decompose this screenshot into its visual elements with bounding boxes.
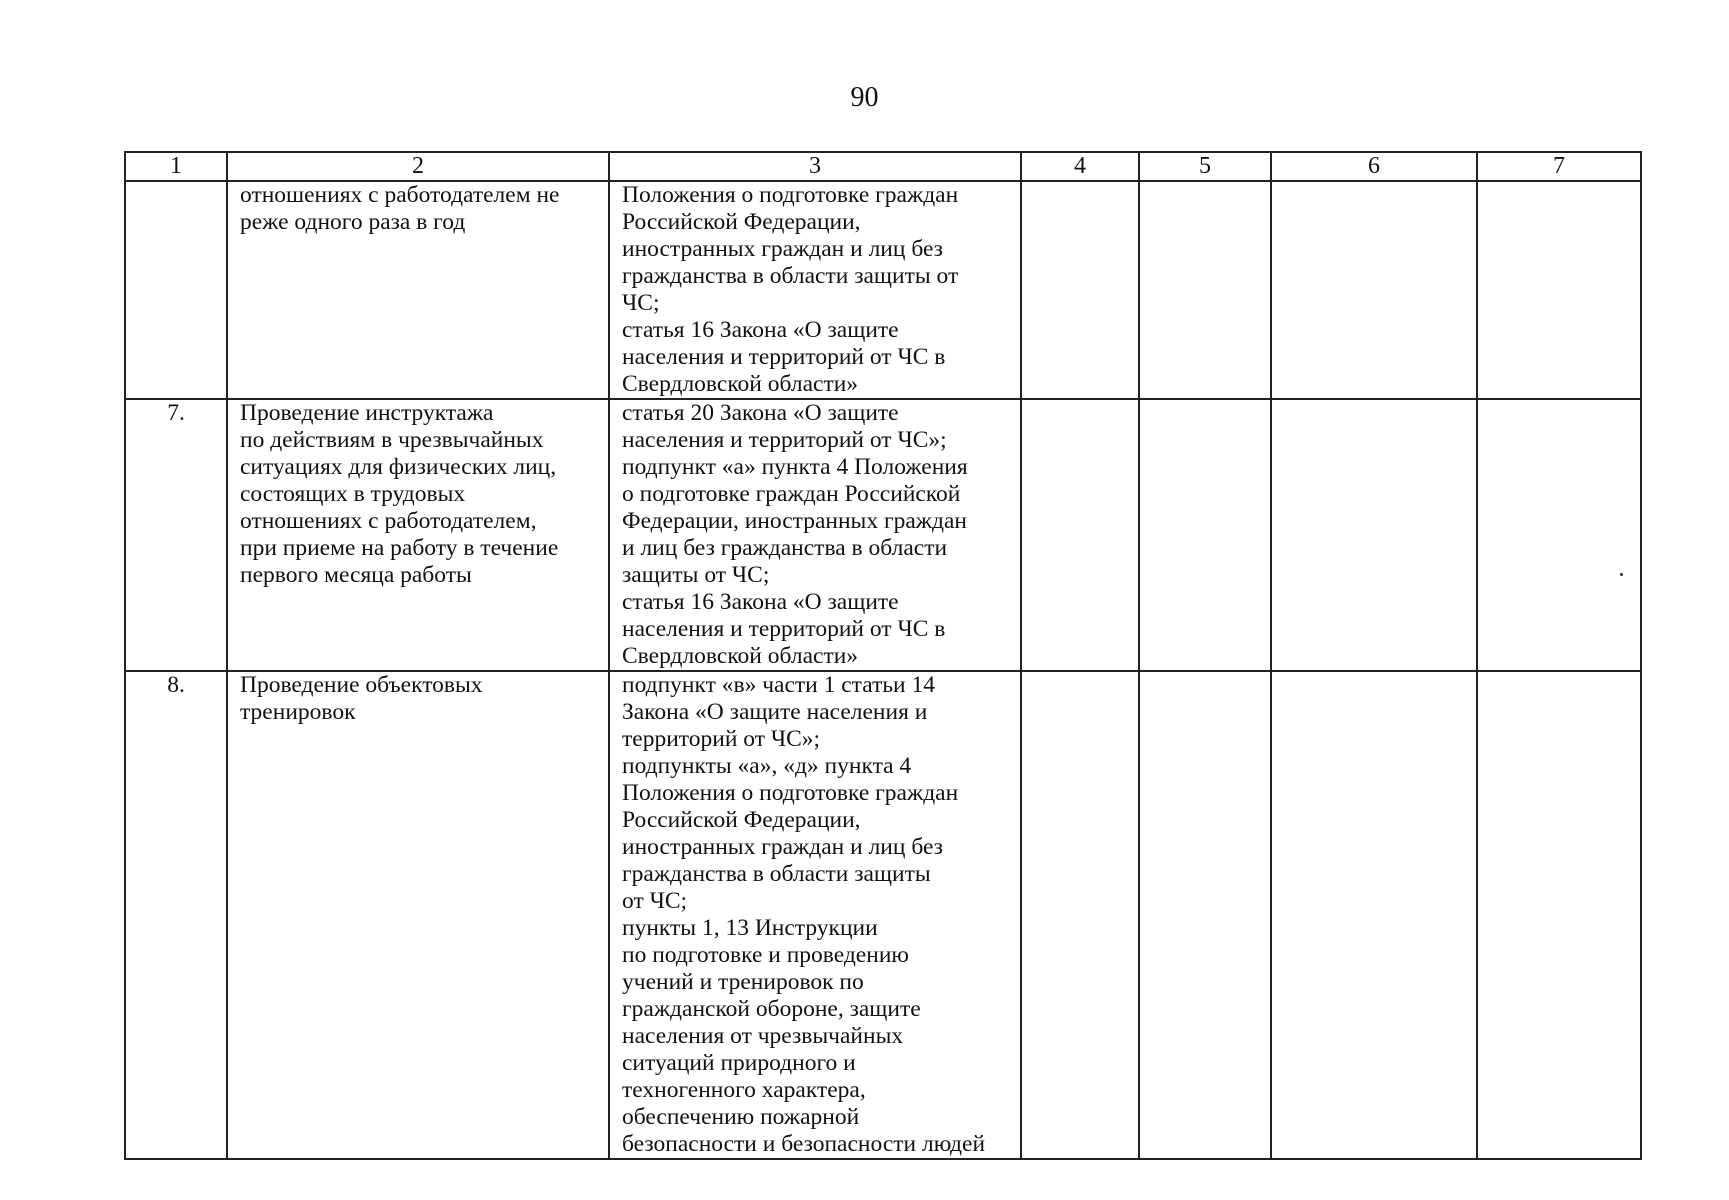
legal-basis-cell <box>609 671 1021 1159</box>
legal-basis-line: населения и территорий от ЧС»; <box>622 427 947 453</box>
legal-basis-line: иностранных граждан и лиц без <box>622 236 943 262</box>
legal-basis-line: подпункт «в» части 1 статьи 14 <box>622 672 936 698</box>
legal-basis-line: гражданства в области защиты от <box>622 263 959 289</box>
legal-basis-line: обеспечению пожарной <box>622 1104 860 1130</box>
activity-line: первого месяца работы <box>240 562 472 588</box>
activity-line: реже одного раза в год <box>240 209 466 235</box>
legal-basis-line: гражданства в области защиты <box>622 861 931 887</box>
column-header: 3 <box>609 152 1021 181</box>
legal-basis-line: безопасности и безопасности людей <box>622 1131 986 1157</box>
column-header: 1 <box>125 152 227 181</box>
row-number-cell: 7. <box>125 399 227 671</box>
legal-basis-line: по подготовке и проведению <box>622 942 909 968</box>
legal-basis-cell <box>609 399 1021 671</box>
requirements-table <box>124 151 1642 1160</box>
empty-cell <box>1477 671 1641 1159</box>
column-header: 5 <box>1139 152 1271 181</box>
column-header: 2 <box>227 152 609 181</box>
row-number-cell <box>125 181 227 399</box>
empty-cell <box>1021 671 1139 1159</box>
legal-basis-line: иностранных граждан и лиц без <box>622 834 943 860</box>
legal-basis-line: ЧС; <box>622 290 660 316</box>
empty-cell <box>1021 399 1139 671</box>
legal-basis-line: Закона «О защите населения и <box>622 699 928 725</box>
column-header: 7 <box>1477 152 1641 181</box>
activity-line: ситуациях для физических лиц, <box>240 454 557 480</box>
empty-cell <box>1271 399 1477 671</box>
legal-basis-line: подпункты «а», «д» пункта 4 <box>622 753 912 779</box>
legal-basis-line: статья 20 Закона «О защите <box>622 400 899 426</box>
legal-basis-cell <box>609 181 1021 399</box>
legal-basis-line: о подготовке граждан Российской <box>622 481 961 507</box>
activity-cell <box>227 671 609 1159</box>
activity-line: тренировок <box>240 699 356 725</box>
legal-basis-line: Российской Федерации, <box>622 209 861 235</box>
column-header: 6 <box>1271 152 1477 181</box>
table-row <box>125 181 1641 399</box>
legal-basis-line: территорий от ЧС»; <box>622 726 821 752</box>
empty-cell <box>1021 181 1139 399</box>
legal-basis-line: Положения о подготовке граждан <box>622 780 959 806</box>
legal-basis-line: Свердловской области» <box>622 371 859 397</box>
row-number-cell: 8. <box>125 671 227 1159</box>
activity-line: отношениях с работодателем, <box>240 508 537 534</box>
legal-basis-line: гражданской обороне, защите <box>622 996 921 1022</box>
legal-basis-line: техногенного характера, <box>622 1077 866 1103</box>
empty-cell <box>1139 399 1271 671</box>
empty-cell <box>1477 181 1641 399</box>
legal-basis-line: населения и территорий от ЧС в <box>622 616 946 642</box>
activity-cell <box>227 181 609 399</box>
activity-line: Проведение объектовых <box>240 672 483 698</box>
legal-basis-line: статья 16 Закона «О защите <box>622 317 899 343</box>
scan-speck <box>1620 573 1623 576</box>
empty-cell <box>1271 181 1477 399</box>
table-row <box>125 671 1641 1159</box>
empty-cell <box>1139 181 1271 399</box>
page-number: 90 <box>850 82 879 113</box>
legal-basis-line: населения от чрезвычайных <box>622 1023 904 1049</box>
legal-basis-line: учений и тренировок по <box>622 969 864 995</box>
legal-basis-line: защиты от ЧС; <box>622 562 770 588</box>
table-header-row <box>125 152 1641 181</box>
legal-basis-line: населения и территорий от ЧС в <box>622 344 946 370</box>
column-header: 4 <box>1021 152 1139 181</box>
legal-basis-line: Федерации, иностранных граждан <box>622 508 967 534</box>
activity-line: состоящих в трудовых <box>240 481 466 507</box>
activity-line: отношениях с работодателем не <box>240 182 560 208</box>
legal-basis-line: Свердловской области» <box>622 643 859 669</box>
legal-basis-line: статья 16 Закона «О защите <box>622 589 899 615</box>
legal-basis-line: пункты 1, 13 Инструкции <box>622 915 878 941</box>
legal-basis-line: подпункт «а» пункта 4 Положения <box>622 454 968 480</box>
activity-line: при приеме на работу в течение <box>240 535 559 561</box>
empty-cell <box>1139 671 1271 1159</box>
activity-cell <box>227 399 609 671</box>
table-row <box>125 399 1641 671</box>
legal-basis-line: от ЧС; <box>622 888 688 914</box>
legal-basis-line: и лиц без гражданства в области <box>622 535 948 561</box>
legal-basis-line: Положения о подготовке граждан <box>622 182 959 208</box>
legal-basis-line: ситуаций природного и <box>622 1050 856 1076</box>
activity-line: Проведение инструктажа <box>240 400 494 426</box>
activity-line: по действиям в чрезвычайных <box>240 427 544 453</box>
empty-cell <box>1271 671 1477 1159</box>
empty-cell <box>1477 399 1641 671</box>
legal-basis-line: Российской Федерации, <box>622 807 861 833</box>
